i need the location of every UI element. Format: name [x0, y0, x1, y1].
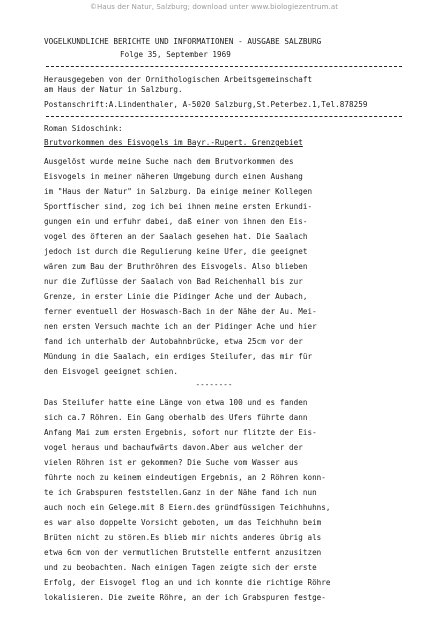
text-line: Erfolg, der Eisvogel flog an und ich konnte die richtige Röhre — [44, 578, 331, 587]
text-line: Sportfischer sind, zog ich bei ihnen meine ersten Erkundi- — [44, 202, 313, 211]
watermark: ©Haus der Natur, Salzburg; download unter www.biologiezentrum.at — [89, 3, 339, 11]
text-line: etwa 6cm von der vermutlichen Brutstelle entfernt anzusitzen — [44, 548, 322, 557]
text-line: Grenze, in erster Linie die Pidinger Ache und der Aubach, — [44, 292, 308, 301]
text-line: vielen Röhren ist er gekommen? Die Suche vom Wasser aus — [44, 458, 299, 467]
text-line: sich ca.7 Röhren. Ein Gang oberhalb des Ufers führte dann — [44, 413, 308, 422]
text-line: Brüten nicht zu stören.Es blieb mir nichts anderes übrig als — [44, 533, 322, 542]
newsletter-title: VOGELKUNDLICHE BERICHTE UND INFORMATIONEN - AUSGABE SALZBURG — [44, 37, 322, 46]
postal-address: Postanschrift:A.Lindenthaler, A-5020 Salzburg,St.Peterbez.1,Tel.878259 — [44, 100, 368, 109]
header-rule-bottom — [46, 116, 402, 117]
publisher-line-2: am Haus der Natur in Salzburg. — [44, 85, 183, 94]
article-title: Brutvorkommen des Eisvogels im Bayr.-Rupert. Grenzgebiet — [44, 138, 303, 147]
issue-line: Folge 35, September 1969 — [120, 50, 231, 59]
text-line: fand ich unterhalb der Autobahnbrücke, etwa 25cm vor der — [44, 337, 303, 346]
text-line: lokalisieren. Die zweite Röhre, an der ich Grabspuren festge- — [44, 593, 326, 602]
article-author: Roman Sidoschink: — [44, 124, 123, 133]
publisher-line-1: Herausgegeben von der Ornithologischen Arbeitsgemeinschaft — [44, 75, 313, 84]
text-line: es war also doppelte Vorsicht geboten, um das Teichhuhn beim — [44, 518, 322, 527]
header-rule-top — [46, 66, 402, 67]
text-line: Mündung in die Saalach, ein erdiges Steilufer, das mir für — [44, 352, 313, 361]
text-line: den Eisvogel geeignet schien. — [44, 367, 179, 376]
text-line: gungen ein und erfuhr dabei, daß einer von ihnen den Eis- — [44, 217, 308, 226]
text-line: Ausgelöst wurde meine Suche nach dem Brutvorkommen des — [44, 157, 294, 166]
text-line: auch noch ein Gelege.mit 8 Eiern.des gründfüssigen Teichhuhns, — [44, 503, 331, 512]
text-line: im "Haus der Natur" in Salzburg. Da einige meiner Kollegen — [44, 187, 313, 196]
text-line: nur die Zuflüsse der Saalach von Bad Reichenhall bis zur — [44, 277, 303, 286]
text-line: vogel heraus und bachaufwärts davon.Aber aus welcher der — [44, 443, 303, 452]
text-line: Das Steilufer hatte eine Länge von etwa 100 und es fanden — [44, 398, 308, 407]
text-line: führte noch zu keinem eindeutigen Ergebnis, an 2 Röhren konn- — [44, 473, 326, 482]
text-line: ferner eventuell der Hoswasch-Bach in der Nähe der Au. Mei- — [44, 307, 317, 316]
text-line: wären zum Bau der Bruthröhren des Eisvogels. Also blieben — [44, 262, 308, 271]
text-line: und zu beobachten. Nach einigen Tagen zeigte sich der erste — [44, 563, 317, 572]
text-line: Eisvogels in meiner näheren Umgebung durch einen Aushang — [44, 172, 303, 181]
text-line: te ich Grabspuren feststellen.Ganz in der Nähe fand ich nun — [44, 488, 317, 497]
text-line: nen ersten Versuch machte ich an der Pidinger Ache und hier — [44, 322, 317, 331]
section-separator: -------- — [195, 380, 233, 389]
text-line: vogel des öfteren an der Saalach gesehen hat. Die Saalach — [44, 232, 308, 241]
text-line: jedoch ist durch die Regulierung keine Ufer, die geeignet — [44, 247, 308, 256]
text-line: Anfang Mai zum ersten Ergebnis, sofort nur flitzte der Eis- — [44, 428, 317, 437]
